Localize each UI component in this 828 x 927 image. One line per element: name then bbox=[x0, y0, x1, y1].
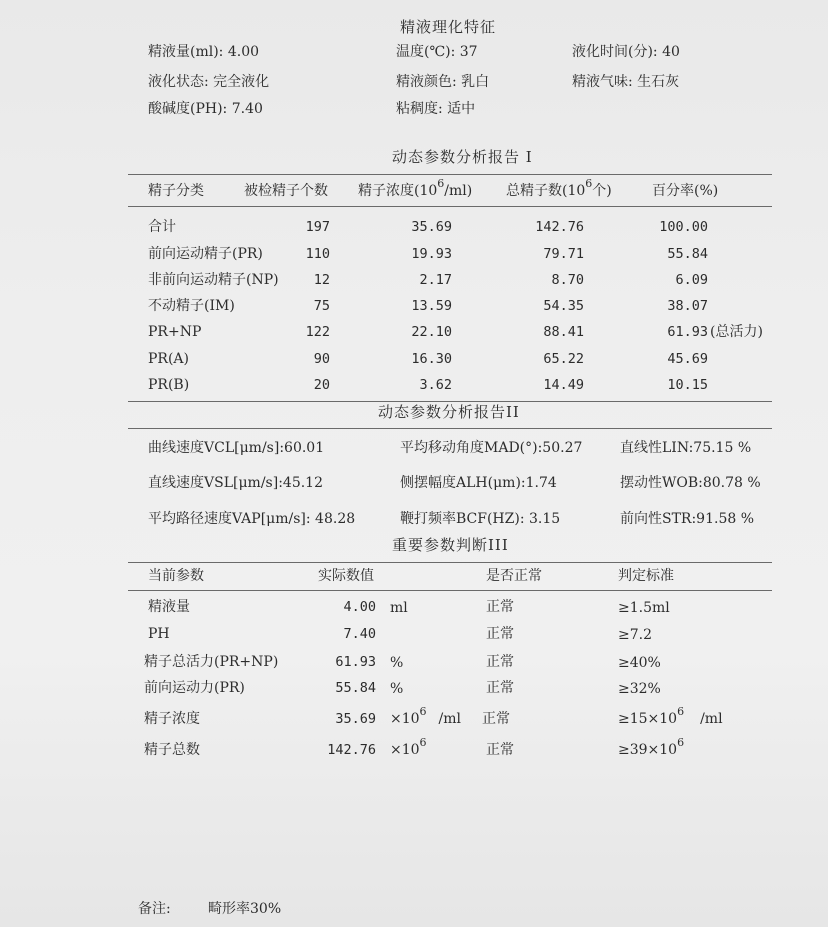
report1-header-count: 被检精子个数 bbox=[244, 183, 328, 199]
vcl-value: 曲线速度VCL[μm/s]:60.01 bbox=[148, 440, 325, 456]
row-value: 7.40 bbox=[343, 626, 376, 642]
report1-header-conc-unit: /ml) bbox=[444, 183, 473, 199]
row-standard bbox=[618, 736, 685, 758]
row-unit-tail: /ml bbox=[438, 711, 462, 727]
report1-header-total-unit: 个) bbox=[592, 183, 612, 199]
viscosity: 粘稠度: 适中 bbox=[396, 101, 476, 117]
row-standard-text: ≥7.2 bbox=[618, 627, 652, 643]
row-unit bbox=[390, 736, 427, 758]
row-value: 61.93 bbox=[335, 654, 376, 670]
row-total: 14.49 bbox=[543, 377, 584, 393]
row-conc: 35.69 bbox=[411, 219, 452, 235]
row-total: 65.22 bbox=[543, 351, 584, 367]
row-param: 前向运动力(PR) bbox=[144, 680, 245, 696]
lin-value: 直线性LIN:75.15 % bbox=[620, 440, 752, 456]
row-normal: 正常 bbox=[486, 680, 514, 696]
row-standard-tail: /ml bbox=[700, 711, 723, 727]
row-unit-exp: 6 bbox=[419, 736, 427, 749]
report1-header-category: 精子分类 bbox=[148, 183, 204, 199]
row-standard-text: ≥32% bbox=[618, 681, 661, 697]
liquefaction-state: 液化状态: 完全液化 bbox=[148, 74, 270, 90]
row-count: 12 bbox=[313, 272, 330, 288]
report1-title: 动态参数分析报告 I bbox=[392, 148, 533, 166]
report1-bottom-rule bbox=[128, 401, 772, 402]
report3-title: 重要参数判断III bbox=[392, 536, 509, 554]
row-conc: 22.10 bbox=[411, 324, 452, 340]
row-normal: 正常 bbox=[486, 654, 514, 670]
row-pct: 100.00 bbox=[659, 219, 708, 235]
str-value: 前向性STR:91.58 % bbox=[620, 511, 755, 527]
row-total: 79.71 bbox=[543, 246, 584, 262]
row-pct: 10.15 bbox=[667, 377, 708, 393]
semen-odor: 精液气味: 生石灰 bbox=[572, 74, 680, 90]
row-category: PR+NP bbox=[148, 324, 202, 340]
row-conc: 13.59 bbox=[411, 298, 452, 314]
mad-value: 平均移动角度MAD(°):50.27 bbox=[400, 440, 583, 456]
row-pct: 38.07 bbox=[667, 298, 708, 314]
row-value: 142.76 bbox=[327, 742, 376, 758]
row-category: 合计 bbox=[148, 219, 176, 235]
report3-top-rule bbox=[128, 562, 772, 563]
row-count: 75 bbox=[313, 298, 330, 314]
row-unit-text: ×10 bbox=[390, 742, 420, 758]
row-note: (总活力) bbox=[710, 324, 763, 340]
remarks-label: 备注: bbox=[138, 901, 171, 917]
row-conc: 2.17 bbox=[419, 272, 452, 288]
row-unit-text: % bbox=[390, 681, 404, 697]
row-param: 精子浓度 bbox=[144, 711, 200, 727]
row-param: 精子总活力(PR+NP) bbox=[144, 654, 279, 670]
report3-header-rule bbox=[128, 590, 772, 591]
row-value: 55.84 bbox=[335, 680, 376, 696]
row-category: PR(B) bbox=[148, 377, 190, 393]
row-standard bbox=[618, 682, 661, 696]
semen-volume: 精液量(ml): 4.00 bbox=[148, 44, 260, 60]
row-standard bbox=[618, 705, 723, 727]
row-total: 142.76 bbox=[535, 219, 584, 235]
row-unit bbox=[390, 656, 403, 670]
report2-title: 动态参数分析报告II bbox=[378, 403, 520, 421]
row-unit-exp: 6 bbox=[419, 705, 427, 718]
row-category: 不动精子(IM) bbox=[148, 298, 235, 314]
row-pct: 61.93 bbox=[667, 324, 708, 340]
row-standard-exp: 6 bbox=[677, 705, 685, 718]
row-pct: 45.69 bbox=[667, 351, 708, 367]
report1-header-total-text: 总精子数(10 bbox=[506, 183, 586, 199]
row-normal: 正常 bbox=[486, 742, 514, 758]
row-total: 8.70 bbox=[551, 272, 584, 288]
wob-value: 摆动性WOB:80.78 % bbox=[620, 475, 761, 491]
row-category: PR(A) bbox=[148, 351, 189, 367]
row-standard bbox=[618, 628, 652, 642]
report1-header-conc-exp: 6 bbox=[437, 177, 445, 190]
report3-header-normal: 是否正常 bbox=[486, 568, 542, 584]
temperature: 温度(℃): 37 bbox=[396, 44, 478, 60]
report3-header-param: 当前参数 bbox=[148, 568, 204, 584]
row-value: 35.69 bbox=[335, 711, 376, 727]
physical-section-title: 精液理化特征 bbox=[400, 18, 497, 36]
row-unit-text: ml bbox=[390, 600, 408, 616]
row-standard-text: ≥40% bbox=[618, 655, 661, 671]
row-category: 非前向运动精子(NP) bbox=[148, 272, 279, 288]
row-normal: 正常 bbox=[486, 626, 514, 642]
row-conc: 16.30 bbox=[411, 351, 452, 367]
alh-value: 侧摆幅度ALH(μm):1.74 bbox=[400, 475, 557, 491]
row-unit-text: % bbox=[390, 655, 404, 671]
row-standard-text: ≥1.5ml bbox=[618, 600, 670, 616]
row-unit-text: ×10 bbox=[390, 711, 420, 727]
row-standard-exp: 6 bbox=[677, 736, 685, 749]
remarks-text: 畸形率30% bbox=[208, 901, 282, 917]
report1-header-total bbox=[506, 177, 612, 199]
row-conc: 3.62 bbox=[419, 377, 452, 393]
report1-header-conc bbox=[358, 177, 473, 199]
row-unit bbox=[390, 682, 403, 696]
ph-value: 酸碱度(PH): 7.40 bbox=[148, 101, 263, 117]
row-total: 88.41 bbox=[543, 324, 584, 340]
liquefaction-time: 液化时间(分): 40 bbox=[572, 44, 680, 60]
report1-top-rule bbox=[128, 174, 772, 175]
report3-header-value: 实际数值 bbox=[318, 568, 374, 584]
row-param: PH bbox=[148, 626, 170, 642]
report1-header-rule bbox=[128, 206, 772, 207]
row-param: 精子总数 bbox=[144, 742, 200, 758]
row-pct: 55.84 bbox=[667, 246, 708, 262]
row-count: 122 bbox=[305, 324, 330, 340]
report2-top-rule bbox=[128, 428, 772, 429]
report1-header-total-exp: 6 bbox=[585, 177, 593, 190]
row-param: 精液量 bbox=[148, 599, 190, 615]
row-conc: 19.93 bbox=[411, 246, 452, 262]
report3-header-standard: 判定标准 bbox=[618, 568, 674, 584]
row-count: 20 bbox=[313, 377, 330, 393]
row-total: 54.35 bbox=[543, 298, 584, 314]
row-standard-text: ≥15×10 bbox=[618, 711, 678, 727]
report1-header-conc-text: 精子浓度(10 bbox=[358, 183, 438, 199]
bcf-value: 鞭打频率BCF(HZ): 3.15 bbox=[400, 511, 561, 527]
vsl-value: 直线速度VSL[μm/s]:45.12 bbox=[148, 475, 323, 491]
row-pct: 6.09 bbox=[675, 272, 708, 288]
vap-value: 平均路径速度VAP[μm/s]: 48.28 bbox=[148, 511, 356, 527]
report1-header-pct: 百分率(%) bbox=[652, 183, 719, 199]
row-value: 4.00 bbox=[343, 599, 376, 615]
semen-color: 精液颜色: 乳白 bbox=[396, 74, 490, 90]
row-unit bbox=[390, 601, 408, 615]
row-unit bbox=[390, 705, 462, 727]
row-standard-text: ≥39×10 bbox=[618, 742, 678, 758]
row-count: 90 bbox=[313, 351, 330, 367]
row-standard bbox=[618, 601, 670, 615]
row-normal: 正常 bbox=[482, 711, 510, 727]
row-category: 前向运动精子(PR) bbox=[148, 246, 263, 262]
row-normal: 正常 bbox=[486, 599, 514, 615]
row-standard bbox=[618, 656, 661, 670]
row-count: 110 bbox=[305, 246, 330, 262]
row-count: 197 bbox=[305, 219, 330, 235]
